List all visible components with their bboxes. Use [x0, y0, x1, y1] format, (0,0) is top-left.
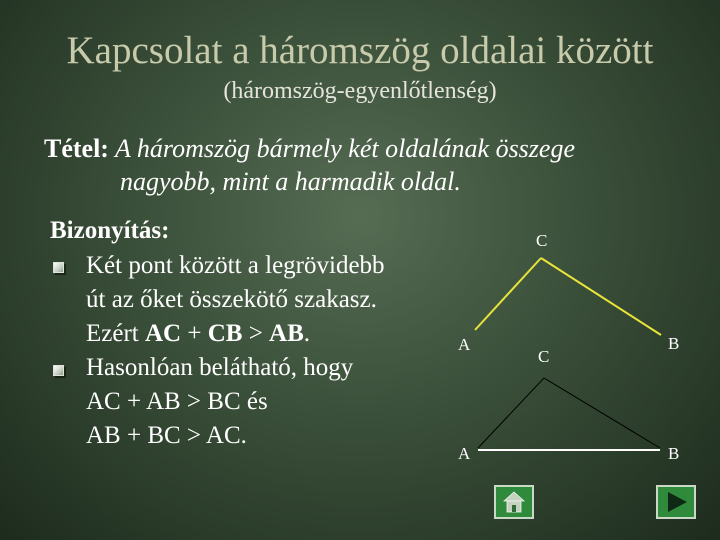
- ezert-text: Ezért: [86, 320, 145, 347]
- home-button[interactable]: [494, 485, 534, 519]
- plus-sign: +: [181, 320, 208, 347]
- ab-term: AB: [269, 320, 304, 347]
- proof-b1-line-1: Két pont között a legrövidebb: [86, 252, 385, 279]
- theorem-label: Tétel:: [44, 134, 109, 163]
- proof-b2-line-2: AC + AB > BC és: [86, 388, 268, 415]
- next-button[interactable]: [656, 485, 696, 519]
- play-right-icon: [658, 487, 694, 517]
- proof-b2-line-1: Hasonlóan belátható, hogy: [86, 354, 354, 381]
- side-cb-bottom: [544, 378, 660, 448]
- proof-title: Bizonyítás:: [50, 217, 170, 244]
- label-a-mid: A: [458, 335, 471, 354]
- slide-title: Kapcsolat a háromszög oldalai között: [66, 29, 654, 72]
- label-c-top: C: [536, 231, 548, 250]
- side-ac-bottom: [478, 378, 544, 448]
- side-cb: [541, 258, 661, 335]
- home-icon: [496, 487, 532, 517]
- period: .: [303, 320, 311, 347]
- label-c-mid: C: [538, 347, 550, 366]
- cb-term: CB: [207, 320, 243, 347]
- proof-b1-line-2: út az őket összekötő szakasz.: [86, 286, 377, 313]
- slide-subtitle: (háromszög-egyenlőtlenség): [223, 78, 497, 104]
- theorem-line-2: nagyobb, mint a harmadik oldal.: [120, 167, 461, 196]
- gt-sign: >: [242, 320, 270, 347]
- label-a-bottom: A: [458, 444, 471, 463]
- label-b-bottom: B: [668, 444, 680, 463]
- side-ac: [475, 258, 541, 330]
- theorem-text-1: A háromszög bármely két oldalának összege: [115, 134, 576, 163]
- proof-b2-line-3: AB + BC > AC.: [86, 422, 247, 449]
- ac-term: AC: [144, 320, 182, 347]
- label-b-mid: B: [668, 334, 680, 353]
